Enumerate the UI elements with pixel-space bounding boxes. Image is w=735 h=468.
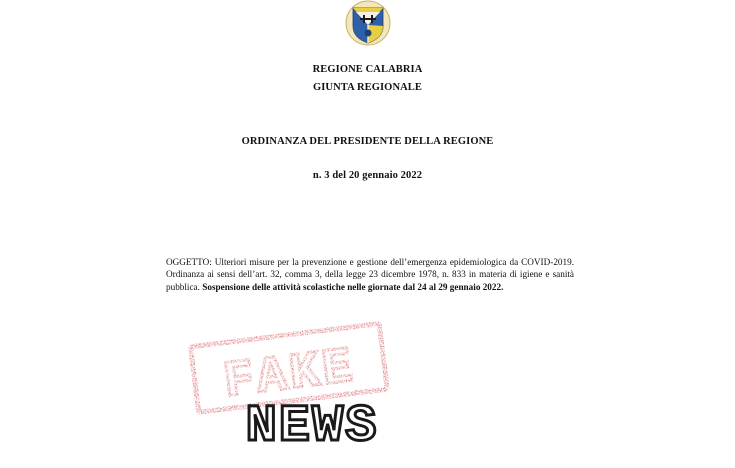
region-heading: REGIONE CALABRIA: [312, 64, 423, 75]
stamp-fake-text: FAKE: [220, 339, 359, 412]
document-number: n. 3 del 20 gennaio 2022: [312, 170, 423, 181]
subject-paragraph: [166, 256, 574, 293]
subject-label: OGGETTO:: [166, 257, 212, 267]
council-heading: GIUNTA REGIONALE: [312, 82, 423, 93]
fake-news-stamp: [188, 318, 406, 468]
subject-text: Ulteriori misure per la prevenzione e gestione dell’emergenza epidemiologica da COVID-2019. Ordinanza ai sensi dell’art. 32, comma 3, della legge 23 dicembre 1978, n. 833 in materia di igiene e sanità pubblica.: [166, 257, 574, 292]
subject-bold-text: Sospensione delle attività scolastiche nelle giornate dal 24 al 29 gennaio 2022.: [202, 281, 504, 292]
document-title: ORDINANZA DEL PRESIDENTE DELLA REGIONE: [241, 136, 494, 147]
stamp-news-text: NEWS: [245, 397, 379, 456]
calabria-coat-of-arms-icon: [344, 0, 392, 46]
